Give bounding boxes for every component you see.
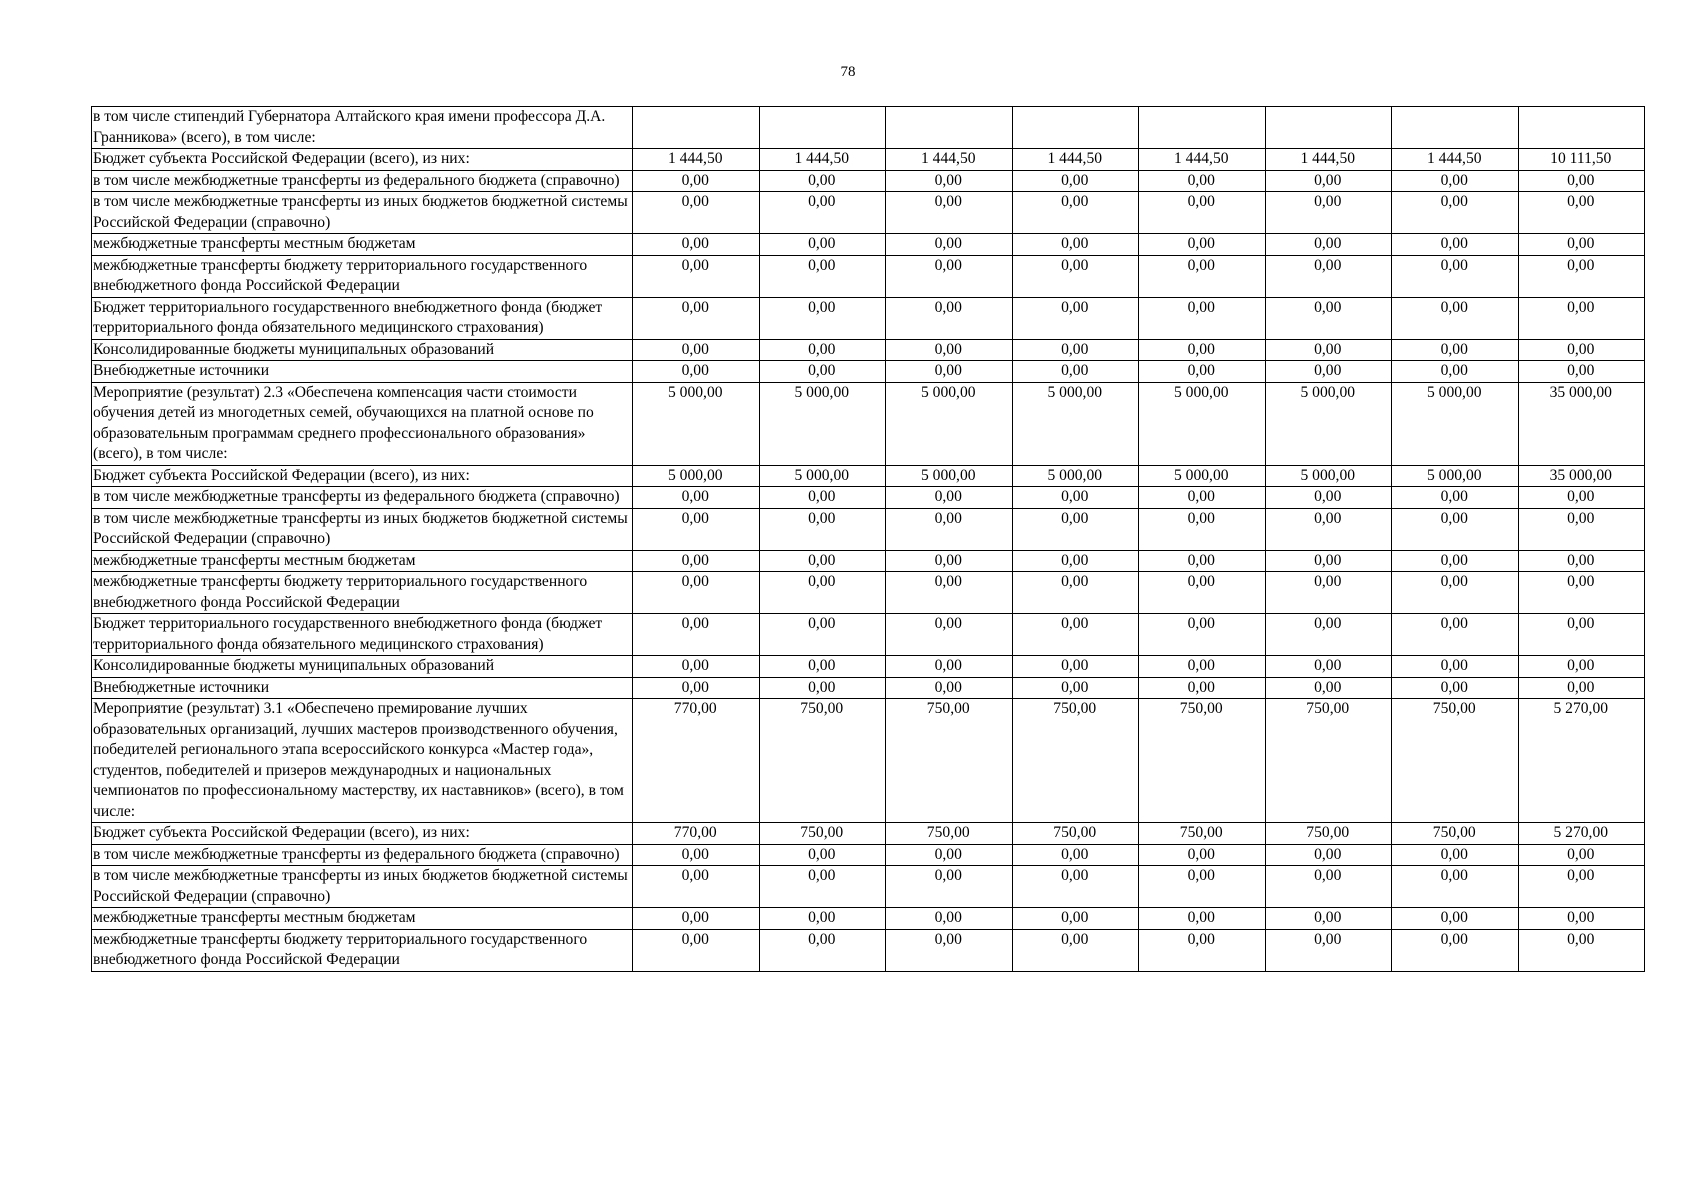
value-cell: 0,00 (1012, 487, 1139, 509)
row-label: в том числе межбюджетные трансферты из федерального бюджета (справочно) (92, 487, 633, 509)
value-cell: 0,00 (1139, 908, 1266, 930)
row-label: в том числе межбюджетные трансферты из федерального бюджета (справочно) (92, 844, 633, 866)
value-cell: 0,00 (1012, 234, 1139, 256)
value-cell: 5 000,00 (1012, 465, 1139, 487)
value-cell: 5 000,00 (759, 465, 886, 487)
row-label: Внебюджетные источники (92, 361, 633, 383)
value-cell (1139, 107, 1266, 149)
budget-table-body (92, 107, 1645, 972)
table-row (92, 465, 1645, 487)
value-cell: 0,00 (886, 508, 1013, 550)
table-row (92, 908, 1645, 930)
value-cell: 5 000,00 (633, 382, 760, 465)
value-cell: 0,00 (1518, 255, 1645, 297)
value-cell: 750,00 (1139, 823, 1266, 845)
row-label: в том числе стипендий Губернатора Алтайского края имени профессора Д.А. Гранникова» (всего), в том числе: (92, 107, 633, 149)
value-cell: 0,00 (1139, 361, 1266, 383)
value-cell: 1 444,50 (633, 149, 760, 171)
value-cell: 0,00 (1518, 170, 1645, 192)
value-cell: 0,00 (1012, 929, 1139, 971)
value-cell: 0,00 (1392, 361, 1519, 383)
row-label: Бюджет территориального государственного внебюджетного фонда (бюджет территориального фонда обязательного медицинского страхования) (92, 297, 633, 339)
value-cell: 0,00 (759, 361, 886, 383)
value-cell: 750,00 (1392, 699, 1519, 823)
value-cell: 0,00 (759, 508, 886, 550)
value-cell: 0,00 (1518, 192, 1645, 234)
value-cell: 0,00 (1012, 170, 1139, 192)
row-label: межбюджетные трансферты бюджету территориального государственного внебюджетного фонда Российской Федерации (92, 255, 633, 297)
value-cell: 0,00 (1265, 487, 1392, 509)
value-cell: 0,00 (1012, 844, 1139, 866)
value-cell: 1 444,50 (1265, 149, 1392, 171)
value-cell: 0,00 (1139, 677, 1266, 699)
value-cell: 0,00 (633, 361, 760, 383)
row-label: в том числе межбюджетные трансферты из федерального бюджета (справочно) (92, 170, 633, 192)
value-cell: 0,00 (759, 234, 886, 256)
value-cell: 0,00 (1518, 550, 1645, 572)
value-cell: 0,00 (886, 929, 1013, 971)
value-cell: 0,00 (633, 572, 760, 614)
value-cell: 0,00 (1265, 361, 1392, 383)
table-row (92, 255, 1645, 297)
value-cell: 5 000,00 (1139, 465, 1266, 487)
value-cell: 0,00 (759, 297, 886, 339)
value-cell: 0,00 (886, 572, 1013, 614)
value-cell: 750,00 (759, 699, 886, 823)
value-cell: 770,00 (633, 699, 760, 823)
value-cell: 0,00 (633, 866, 760, 908)
value-cell: 5 000,00 (1392, 465, 1519, 487)
value-cell (1012, 107, 1139, 149)
value-cell: 0,00 (886, 550, 1013, 572)
value-cell: 750,00 (1265, 823, 1392, 845)
value-cell: 0,00 (1265, 234, 1392, 256)
value-cell: 0,00 (1139, 297, 1266, 339)
value-cell: 0,00 (633, 508, 760, 550)
value-cell: 1 444,50 (1392, 149, 1519, 171)
value-cell: 0,00 (1012, 866, 1139, 908)
value-cell: 0,00 (886, 297, 1013, 339)
value-cell: 0,00 (886, 487, 1013, 509)
value-cell (759, 107, 886, 149)
row-label: Мероприятие (результат) 2.3 «Обеспечена компенсация части стоимости обучения детей из многодетных семей, обучающихся на платной основе по образовательным программам среднего профессионального образования» (всего), в том числе: (92, 382, 633, 465)
value-cell: 0,00 (633, 234, 760, 256)
value-cell: 5 000,00 (886, 382, 1013, 465)
value-cell: 0,00 (759, 614, 886, 656)
value-cell: 5 270,00 (1518, 699, 1645, 823)
value-cell: 0,00 (1518, 297, 1645, 339)
row-label: межбюджетные трансферты бюджету территориального государственного внебюджетного фонда Российской Федерации (92, 572, 633, 614)
value-cell: 1 444,50 (759, 149, 886, 171)
value-cell: 0,00 (1518, 929, 1645, 971)
value-cell: 0,00 (886, 361, 1013, 383)
table-row (92, 107, 1645, 149)
row-label: Мероприятие (результат) 3.1 «Обеспечено премирование лучших образовательных организаций, лучших мастеров производственного обучения, победителей регионального этапа всероссийского конкурса «Мастер года», студентов, победителей и призеров международных и национальных чемпионатов по профессиональному мастерству, их наставников» (всего), в том числе: (92, 699, 633, 823)
row-label: Бюджет субъекта Российской Федерации (всего), из них: (92, 823, 633, 845)
value-cell: 0,00 (1392, 656, 1519, 678)
value-cell: 0,00 (1012, 550, 1139, 572)
row-label: Консолидированные бюджеты муниципальных образований (92, 656, 633, 678)
table-row (92, 844, 1645, 866)
value-cell: 1 444,50 (886, 149, 1013, 171)
value-cell: 0,00 (1265, 929, 1392, 971)
value-cell: 0,00 (633, 929, 760, 971)
value-cell: 1 444,50 (1139, 149, 1266, 171)
table-row (92, 929, 1645, 971)
value-cell: 0,00 (633, 550, 760, 572)
value-cell: 0,00 (1392, 170, 1519, 192)
value-cell: 0,00 (1392, 297, 1519, 339)
value-cell: 750,00 (886, 823, 1013, 845)
value-cell: 0,00 (1518, 844, 1645, 866)
value-cell: 0,00 (759, 844, 886, 866)
table-row (92, 656, 1645, 678)
value-cell: 0,00 (1139, 255, 1266, 297)
value-cell: 0,00 (759, 866, 886, 908)
value-cell: 0,00 (1139, 170, 1266, 192)
value-cell: 0,00 (886, 908, 1013, 930)
value-cell: 0,00 (1392, 844, 1519, 866)
value-cell: 0,00 (1392, 572, 1519, 614)
value-cell: 0,00 (1139, 929, 1266, 971)
table-row (92, 866, 1645, 908)
value-cell: 0,00 (1265, 192, 1392, 234)
table-row (92, 170, 1645, 192)
value-cell: 0,00 (759, 677, 886, 699)
value-cell: 0,00 (1392, 677, 1519, 699)
value-cell: 0,00 (1265, 656, 1392, 678)
value-cell: 0,00 (886, 234, 1013, 256)
value-cell: 0,00 (1518, 677, 1645, 699)
value-cell: 0,00 (1265, 297, 1392, 339)
table-row (92, 677, 1645, 699)
value-cell: 0,00 (1518, 508, 1645, 550)
value-cell: 0,00 (886, 844, 1013, 866)
value-cell: 0,00 (1139, 656, 1266, 678)
value-cell: 5 000,00 (886, 465, 1013, 487)
page-number: 78 (840, 64, 856, 80)
value-cell: 750,00 (1392, 823, 1519, 845)
value-cell: 0,00 (886, 255, 1013, 297)
row-label: в том числе межбюджетные трансферты из иных бюджетов бюджетной системы Российской Федерации (справочно) (92, 508, 633, 550)
value-cell: 5 000,00 (1265, 382, 1392, 465)
value-cell: 0,00 (886, 866, 1013, 908)
value-cell: 35 000,00 (1518, 465, 1645, 487)
value-cell: 0,00 (759, 487, 886, 509)
value-cell: 0,00 (1392, 339, 1519, 361)
value-cell: 5 000,00 (1392, 382, 1519, 465)
value-cell: 0,00 (633, 656, 760, 678)
value-cell: 750,00 (886, 699, 1013, 823)
value-cell: 35 000,00 (1518, 382, 1645, 465)
value-cell: 0,00 (1265, 255, 1392, 297)
value-cell: 0,00 (633, 170, 760, 192)
value-cell: 0,00 (1518, 908, 1645, 930)
value-cell: 0,00 (1265, 908, 1392, 930)
value-cell: 0,00 (1518, 614, 1645, 656)
value-cell (1265, 107, 1392, 149)
value-cell: 10 111,50 (1518, 149, 1645, 171)
row-label: межбюджетные трансферты местным бюджетам (92, 908, 633, 930)
value-cell: 5 000,00 (759, 382, 886, 465)
row-label: Бюджет субъекта Российской Федерации (всего), из них: (92, 465, 633, 487)
value-cell: 0,00 (886, 677, 1013, 699)
value-cell: 0,00 (1012, 677, 1139, 699)
value-cell: 0,00 (1139, 614, 1266, 656)
value-cell: 0,00 (1012, 572, 1139, 614)
value-cell: 0,00 (1392, 192, 1519, 234)
value-cell: 0,00 (1265, 844, 1392, 866)
value-cell: 0,00 (633, 487, 760, 509)
value-cell: 0,00 (1012, 339, 1139, 361)
value-cell: 0,00 (1012, 656, 1139, 678)
value-cell: 0,00 (1518, 572, 1645, 614)
value-cell: 0,00 (1392, 487, 1519, 509)
value-cell: 0,00 (1265, 572, 1392, 614)
value-cell: 750,00 (759, 823, 886, 845)
row-label: Внебюджетные источники (92, 677, 633, 699)
value-cell: 0,00 (886, 170, 1013, 192)
value-cell: 0,00 (1265, 508, 1392, 550)
value-cell: 0,00 (1518, 656, 1645, 678)
value-cell (886, 107, 1013, 149)
table-row (92, 614, 1645, 656)
value-cell: 0,00 (1265, 550, 1392, 572)
row-label: межбюджетные трансферты бюджету территориального государственного внебюджетного фонда Российской Федерации (92, 929, 633, 971)
value-cell: 0,00 (759, 908, 886, 930)
value-cell: 0,00 (633, 677, 760, 699)
row-label: межбюджетные трансферты местным бюджетам (92, 234, 633, 256)
row-label: в том числе межбюджетные трансферты из иных бюджетов бюджетной системы Российской Федерации (справочно) (92, 192, 633, 234)
value-cell: 0,00 (886, 192, 1013, 234)
row-label: Бюджет территориального государственного внебюджетного фонда (бюджет территориального фонда обязательного медицинского страхования) (92, 614, 633, 656)
value-cell: 0,00 (759, 170, 886, 192)
table-row (92, 572, 1645, 614)
value-cell: 0,00 (1518, 487, 1645, 509)
value-cell: 750,00 (1139, 699, 1266, 823)
value-cell: 5 270,00 (1518, 823, 1645, 845)
table-row (92, 297, 1645, 339)
value-cell: 1 444,50 (1012, 149, 1139, 171)
value-cell: 0,00 (1392, 508, 1519, 550)
row-label: Консолидированные бюджеты муниципальных образований (92, 339, 633, 361)
row-label: в том числе межбюджетные трансферты из иных бюджетов бюджетной системы Российской Федерации (справочно) (92, 866, 633, 908)
table-row (92, 823, 1645, 845)
value-cell: 0,00 (1265, 866, 1392, 908)
value-cell: 0,00 (1012, 908, 1139, 930)
value-cell: 0,00 (1012, 192, 1139, 234)
value-cell: 0,00 (759, 656, 886, 678)
value-cell: 5 000,00 (1012, 382, 1139, 465)
value-cell: 0,00 (1518, 339, 1645, 361)
value-cell: 0,00 (1392, 234, 1519, 256)
value-cell: 0,00 (1139, 508, 1266, 550)
value-cell: 0,00 (633, 297, 760, 339)
value-cell: 0,00 (1139, 234, 1266, 256)
value-cell: 0,00 (1518, 234, 1645, 256)
value-cell: 0,00 (886, 614, 1013, 656)
value-cell: 0,00 (1139, 572, 1266, 614)
value-cell: 0,00 (1392, 866, 1519, 908)
value-cell: 0,00 (633, 908, 760, 930)
value-cell: 0,00 (886, 656, 1013, 678)
value-cell: 5 000,00 (633, 465, 760, 487)
value-cell: 0,00 (1392, 550, 1519, 572)
value-cell: 0,00 (759, 929, 886, 971)
value-cell: 0,00 (759, 255, 886, 297)
table-row (92, 234, 1645, 256)
value-cell (633, 107, 760, 149)
table-row (92, 339, 1645, 361)
value-cell: 0,00 (1012, 508, 1139, 550)
value-cell: 0,00 (633, 614, 760, 656)
value-cell: 750,00 (1012, 699, 1139, 823)
value-cell: 0,00 (759, 339, 886, 361)
table-row (92, 699, 1645, 823)
value-cell: 0,00 (759, 550, 886, 572)
row-label: Бюджет субъекта Российской Федерации (всего), из них: (92, 149, 633, 171)
value-cell: 0,00 (633, 844, 760, 866)
value-cell: 0,00 (633, 192, 760, 234)
value-cell: 5 000,00 (1139, 382, 1266, 465)
value-cell: 0,00 (1012, 361, 1139, 383)
value-cell: 0,00 (1265, 170, 1392, 192)
row-label: межбюджетные трансферты местным бюджетам (92, 550, 633, 572)
budget-table (91, 106, 1645, 972)
value-cell: 0,00 (1392, 255, 1519, 297)
value-cell: 0,00 (1518, 361, 1645, 383)
table-row (92, 192, 1645, 234)
value-cell: 0,00 (759, 192, 886, 234)
value-cell: 0,00 (1265, 339, 1392, 361)
value-cell: 0,00 (1139, 550, 1266, 572)
value-cell: 0,00 (1265, 677, 1392, 699)
value-cell: 0,00 (1012, 297, 1139, 339)
value-cell: 0,00 (886, 339, 1013, 361)
value-cell (1518, 107, 1645, 149)
value-cell: 0,00 (1392, 614, 1519, 656)
value-cell: 0,00 (633, 255, 760, 297)
table-row (92, 149, 1645, 171)
table-row (92, 487, 1645, 509)
value-cell: 0,00 (759, 572, 886, 614)
value-cell: 0,00 (1139, 192, 1266, 234)
value-cell: 0,00 (1139, 339, 1266, 361)
table-row (92, 361, 1645, 383)
value-cell: 750,00 (1012, 823, 1139, 845)
value-cell: 750,00 (1265, 699, 1392, 823)
value-cell: 0,00 (1012, 255, 1139, 297)
value-cell: 5 000,00 (1265, 465, 1392, 487)
value-cell: 0,00 (1139, 844, 1266, 866)
value-cell: 0,00 (1392, 929, 1519, 971)
value-cell: 0,00 (1265, 614, 1392, 656)
table-row (92, 382, 1645, 465)
value-cell (1392, 107, 1519, 149)
table-row (92, 508, 1645, 550)
value-cell: 0,00 (1139, 487, 1266, 509)
value-cell: 0,00 (1392, 908, 1519, 930)
value-cell: 0,00 (1518, 866, 1645, 908)
value-cell: 0,00 (633, 339, 760, 361)
table-row (92, 550, 1645, 572)
value-cell: 0,00 (1139, 866, 1266, 908)
value-cell: 770,00 (633, 823, 760, 845)
value-cell: 0,00 (1012, 614, 1139, 656)
